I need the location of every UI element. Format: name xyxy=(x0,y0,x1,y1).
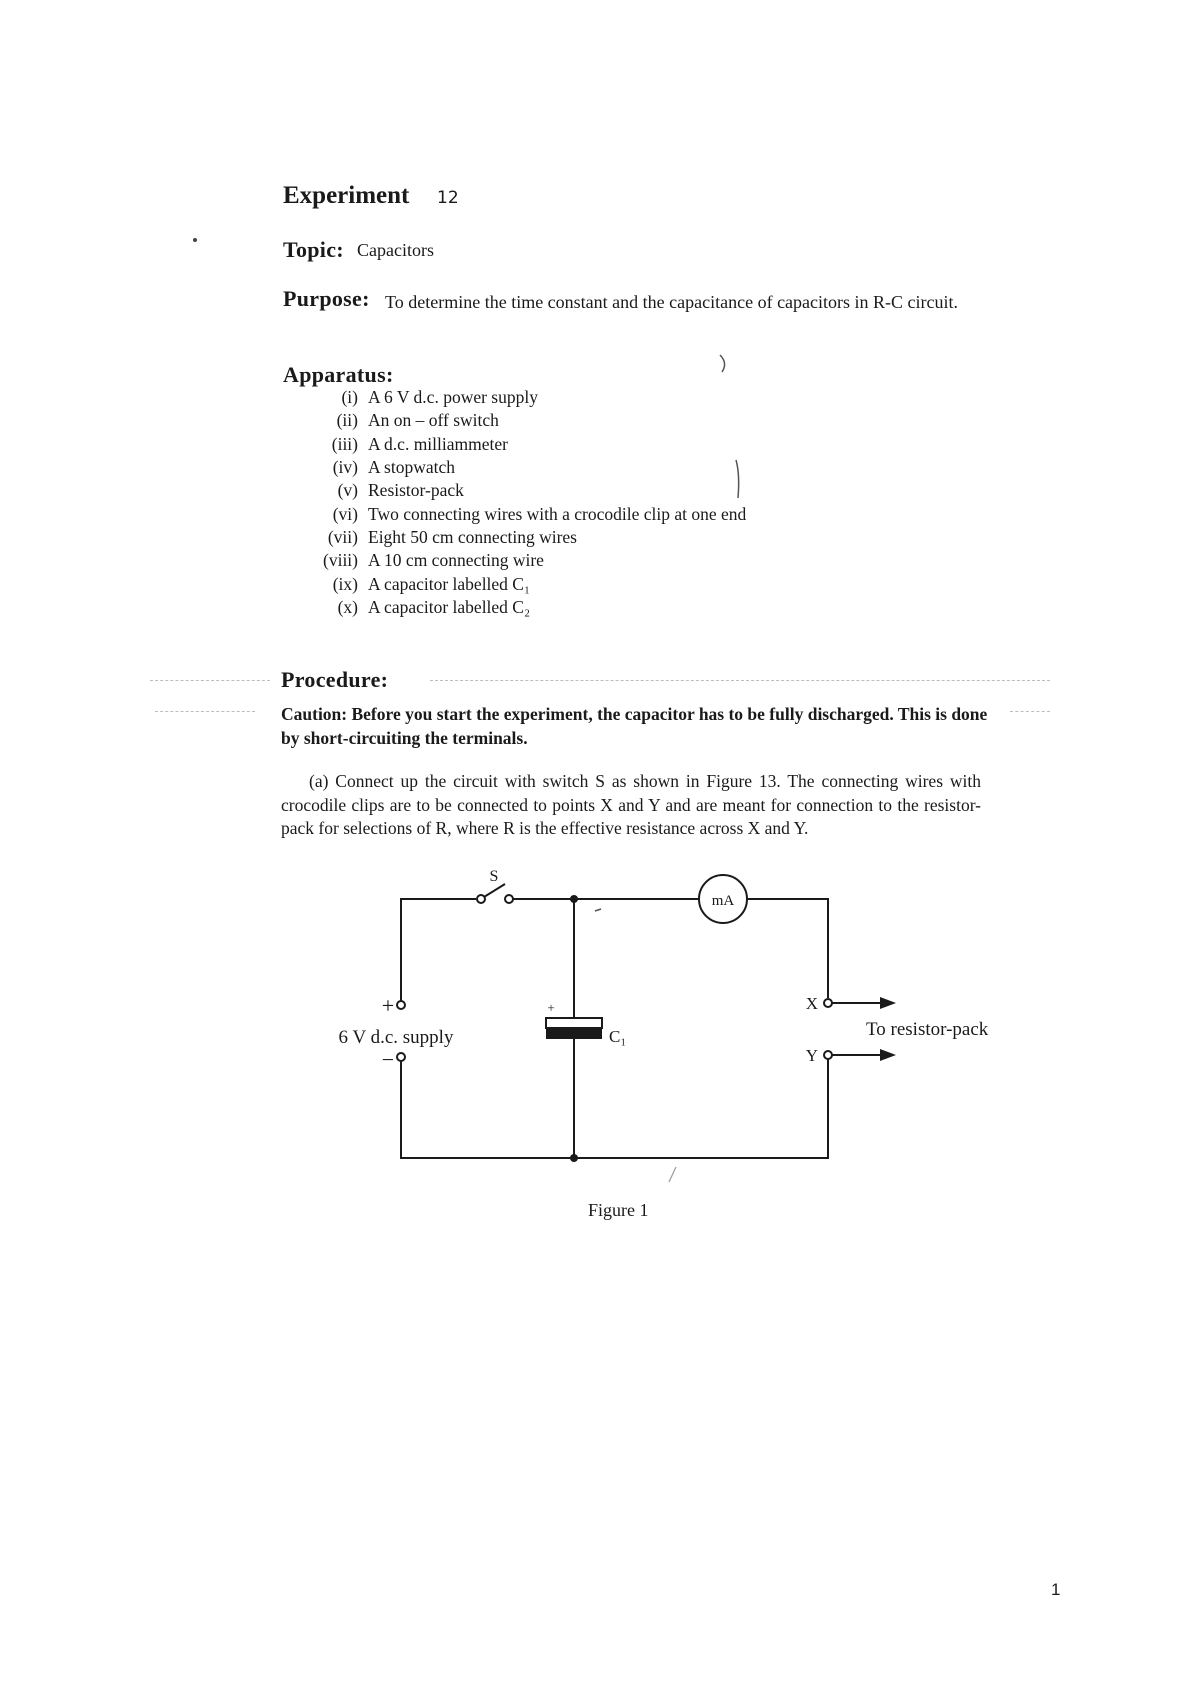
capacitor-plus-sign: + xyxy=(547,1000,555,1015)
item-number: (iv) xyxy=(332,457,358,478)
switch-terminal xyxy=(505,895,513,903)
topic-value: Capacitors xyxy=(357,240,434,260)
experiment-label: Experiment xyxy=(283,182,410,209)
scan-mark xyxy=(720,355,725,372)
supply-minus-sign: − xyxy=(381,1047,395,1072)
junction-dot xyxy=(570,895,578,903)
item-text: Resistor-pack xyxy=(368,480,464,501)
meter-label: mA xyxy=(711,893,735,909)
wire xyxy=(401,1059,828,1158)
item-text: A capacitor labelled C₂ xyxy=(368,596,531,617)
item-text: Two connecting wires with a crocodile clip at one end xyxy=(368,503,747,524)
item-text: An on – off switch xyxy=(368,410,499,431)
purpose-text: To determine the time constant and the capacitance of capacitors in R-C circuit. xyxy=(385,292,959,312)
supply-label: 6 V d.c. supply xyxy=(338,1027,454,1048)
resistor-pack-label: To resistor-pack xyxy=(866,1019,989,1040)
capacitor-plate-negative xyxy=(546,1029,602,1039)
page-number: 1 xyxy=(1051,1580,1061,1599)
topic-label: Topic: xyxy=(283,237,344,262)
item-number: (i) xyxy=(341,387,358,408)
wire xyxy=(401,899,476,1001)
item-text: A stopwatch xyxy=(368,457,456,478)
capacitor-label: C₁ xyxy=(609,1027,627,1046)
item-number: (iii) xyxy=(331,433,358,454)
supply-terminal-minus xyxy=(397,1053,405,1061)
scan-mark xyxy=(736,460,739,498)
wire xyxy=(747,899,828,998)
caution-text: Caution: Before you start the experiment, the capacitor has to be fully discharged. This is done by short-circuiting the terminals. xyxy=(281,704,988,748)
figure-caption: Figure 1 xyxy=(588,1200,649,1220)
item-number: (vi) xyxy=(332,503,358,524)
switch-label: S xyxy=(489,868,499,885)
item-number: (vii) xyxy=(327,526,358,547)
item-number: (viii) xyxy=(323,550,358,571)
scan-mark xyxy=(669,1167,676,1182)
item-text: A 10 cm connecting wire xyxy=(368,550,544,571)
terminal-x xyxy=(824,999,832,1007)
point-y-label: Y xyxy=(805,1046,818,1065)
item-text: A d.c. milliammeter xyxy=(368,433,508,454)
terminal-y xyxy=(824,1051,832,1059)
switch-blade xyxy=(484,884,505,897)
arrowhead-x xyxy=(880,997,896,1009)
item-text: A capacitor labelled C₁ xyxy=(368,573,531,594)
procedure-label: Procedure: xyxy=(281,667,389,692)
apparatus-label: Apparatus: xyxy=(283,362,394,387)
junction-dot xyxy=(570,1154,578,1162)
arrowhead-y xyxy=(880,1049,896,1061)
supply-plus-sign: + xyxy=(381,993,395,1018)
item-number: (ix) xyxy=(332,573,358,594)
item-text: A 6 V d.c. power supply xyxy=(368,387,538,408)
point-x-label: X xyxy=(805,994,818,1013)
experiment-number: 12 xyxy=(437,188,459,208)
item-number: (x) xyxy=(337,596,358,617)
item-number: (v) xyxy=(337,480,358,501)
item-text: Eight 50 cm connecting wires xyxy=(368,526,577,547)
procedure-step-a: (a) Connect up the circuit with switch S as shown in Figure 13. The connecting wires with crocodile clips are to be connected to points X and Y and are meant for connection to the resistor-pack for selections of R, where R is the effective resistance across X and Y. xyxy=(281,771,981,838)
item-number: (ii) xyxy=(336,410,358,431)
scan-mark xyxy=(595,909,601,911)
purpose-label: Purpose: xyxy=(283,286,370,311)
supply-terminal-plus xyxy=(397,1001,405,1009)
capacitor-plate-positive xyxy=(546,1018,602,1028)
